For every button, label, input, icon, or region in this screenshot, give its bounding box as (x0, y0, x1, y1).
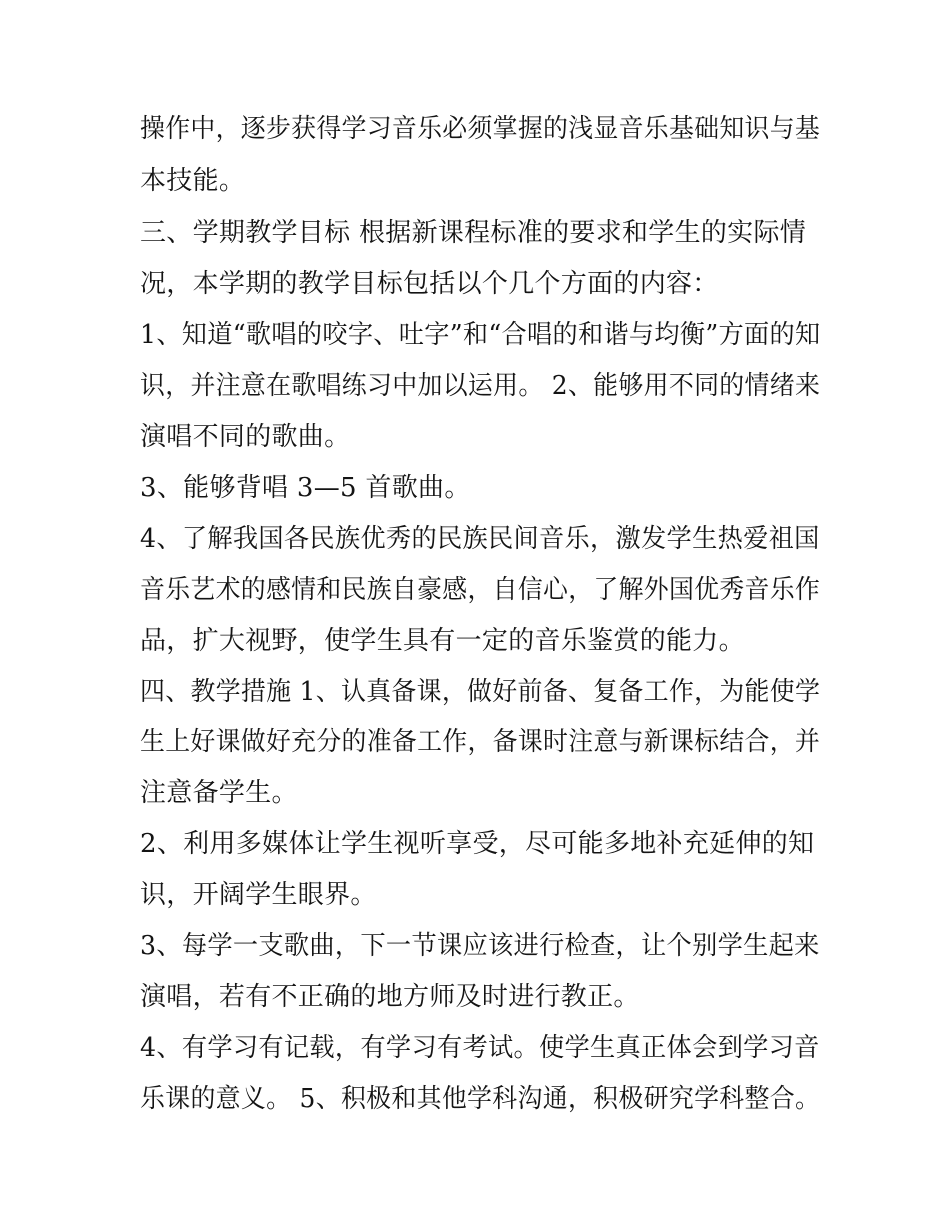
text-line: 品，扩大视野，使学生具有一定的音乐鉴赏的能力。 (140, 626, 745, 656)
text-line: 操作中，逐步获得学习音乐必须掌握的浅显音乐基础知识与基 (140, 114, 821, 144)
text-line: 本技能。 (140, 166, 246, 196)
list-item-line: 2、利用多媒体让学生视听享受，尽可能多地补充延伸的知 (140, 829, 815, 859)
list-item-line: 4、了解我国各民族优秀的民族民间音乐，激发学生热爱祖国 (140, 524, 820, 554)
text-line: 识，开阔学生眼界。 (140, 880, 377, 910)
list-item-line: 4、有学习有记载，有学习有考试。使学生真正体会到学习音 (140, 1033, 820, 1063)
section-heading-line: 三、学期教学目标 根据新课程标准的要求和学生的实际情 (140, 218, 807, 248)
list-item-line: 3、能够背唱 3—5 首歌曲。 (140, 473, 471, 503)
text-line: 演唱，若有不正确的地方师及时进行教正。 (140, 982, 640, 1012)
text-line: 乐课的意义。 5、积极和其他学科沟通，积极研究学科整合。 (140, 1084, 821, 1114)
text-line: 注意备学生。 (140, 778, 298, 808)
text-line: 音乐艺术的感情和民族自豪感，自信心，了解外国优秀音乐作 (140, 575, 821, 605)
text-line: 生上好课做好充分的准备工作，备课时注意与新课标结合，并 (140, 727, 821, 757)
text-line: 识，并注意在歌唱练习中加以运用。 2、能够用不同的情绪来 (140, 371, 821, 401)
list-item-line: 1、知道“歌唱的咬字、吐字”和“合唱的和谐与均衡”方面的知 (140, 320, 821, 350)
section-heading-line: 四、教学措施 1、认真备课，做好前备、复备工作，为能使学 (140, 677, 821, 707)
text-line: 况，本学期的教学目标包括以个几个方面的内容： (140, 269, 719, 299)
text-line: 演唱不同的歌曲。 (140, 422, 351, 452)
list-item-line: 3、每学一支歌曲，下一节课应该进行检查，让个别学生起来 (140, 931, 820, 961)
